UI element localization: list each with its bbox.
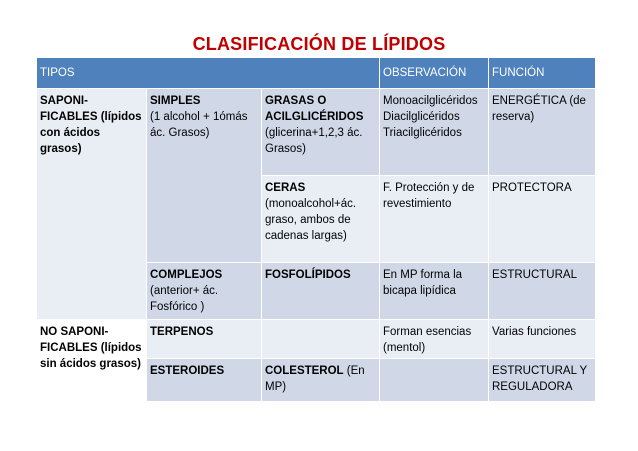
esteroides-funcion: ESTRUCTURAL Y REGULADORA	[489, 359, 596, 402]
esteroides-observacion-empty	[380, 359, 489, 402]
terpenos-name: TERPENOS	[147, 320, 262, 359]
table-row-terpenos	[37, 320, 596, 359]
group-saponificables: SAPONI-FICABLES (lípidos con ácidos grasos)	[37, 89, 147, 320]
cell-colesterol	[262, 359, 380, 402]
grasas-name: GRASAS O ACILGLICÉRIDOS	[265, 95, 364, 123]
page-title: CLASIFICACIÓN DE LÍPIDOS	[192, 34, 446, 54]
grasas-funcion: ENERGÉTICA (de reserva)	[489, 89, 596, 176]
header-observacion: OBSERVACIÓN	[380, 58, 489, 89]
cell-ceras	[262, 176, 380, 263]
terpenos-empty	[262, 320, 380, 359]
complejos-desc: (anterior+ ác. Fosfórico )	[150, 285, 219, 313]
esteroides-name: ESTEROIDES	[147, 359, 262, 402]
ceras-name: CERAS	[265, 182, 306, 194]
fosfolipidos-funcion: ESTRUCTURAL	[489, 263, 596, 320]
cell-grasas	[262, 89, 380, 176]
ceras-funcion: PROTECTORA	[489, 176, 596, 263]
simples-name: SIMPLES	[150, 95, 201, 107]
complejos-name: COMPLEJOS	[150, 269, 223, 281]
ceras-observacion: F. Protección y de revestimiento	[380, 176, 489, 263]
group-no-saponificables: NO SAPONI-FICABLES (lípidos sin ácidos grasos)	[37, 320, 147, 402]
terpenos-observacion: Forman esencias (mentol)	[380, 320, 489, 359]
colesterol-name: COLESTEROL	[265, 365, 344, 377]
grasas-observacion: Monoacilglicéridos Diacilglicéridos Triacilglicéridos	[380, 89, 489, 176]
ceras-desc: (monoalcohol+ác. graso, ambos de cadenas largas)	[265, 198, 357, 242]
header-tipos: TIPOS	[37, 58, 380, 89]
grasas-desc: (glicerina+1,2,3 ác. Grasos)	[265, 127, 363, 155]
fosfolipidos-observacion: En MP forma la bicapa lipídica	[380, 263, 489, 320]
colesterol-desc: (En MP)	[265, 365, 365, 393]
table-row-grasas	[37, 89, 596, 176]
cell-simples	[147, 89, 262, 263]
header-funcion: FUNCIÓN	[489, 58, 596, 89]
header-row	[37, 58, 596, 89]
fosfolipidos-name: FOSFOLÍPIDOS	[262, 263, 380, 320]
terpenos-funcion: Varias funciones	[489, 320, 596, 359]
lipids-classification-table	[36, 57, 596, 402]
cell-complejos	[147, 263, 262, 320]
simples-desc: (1 alcohol + 1ómás ác. Grasos)	[150, 111, 248, 139]
